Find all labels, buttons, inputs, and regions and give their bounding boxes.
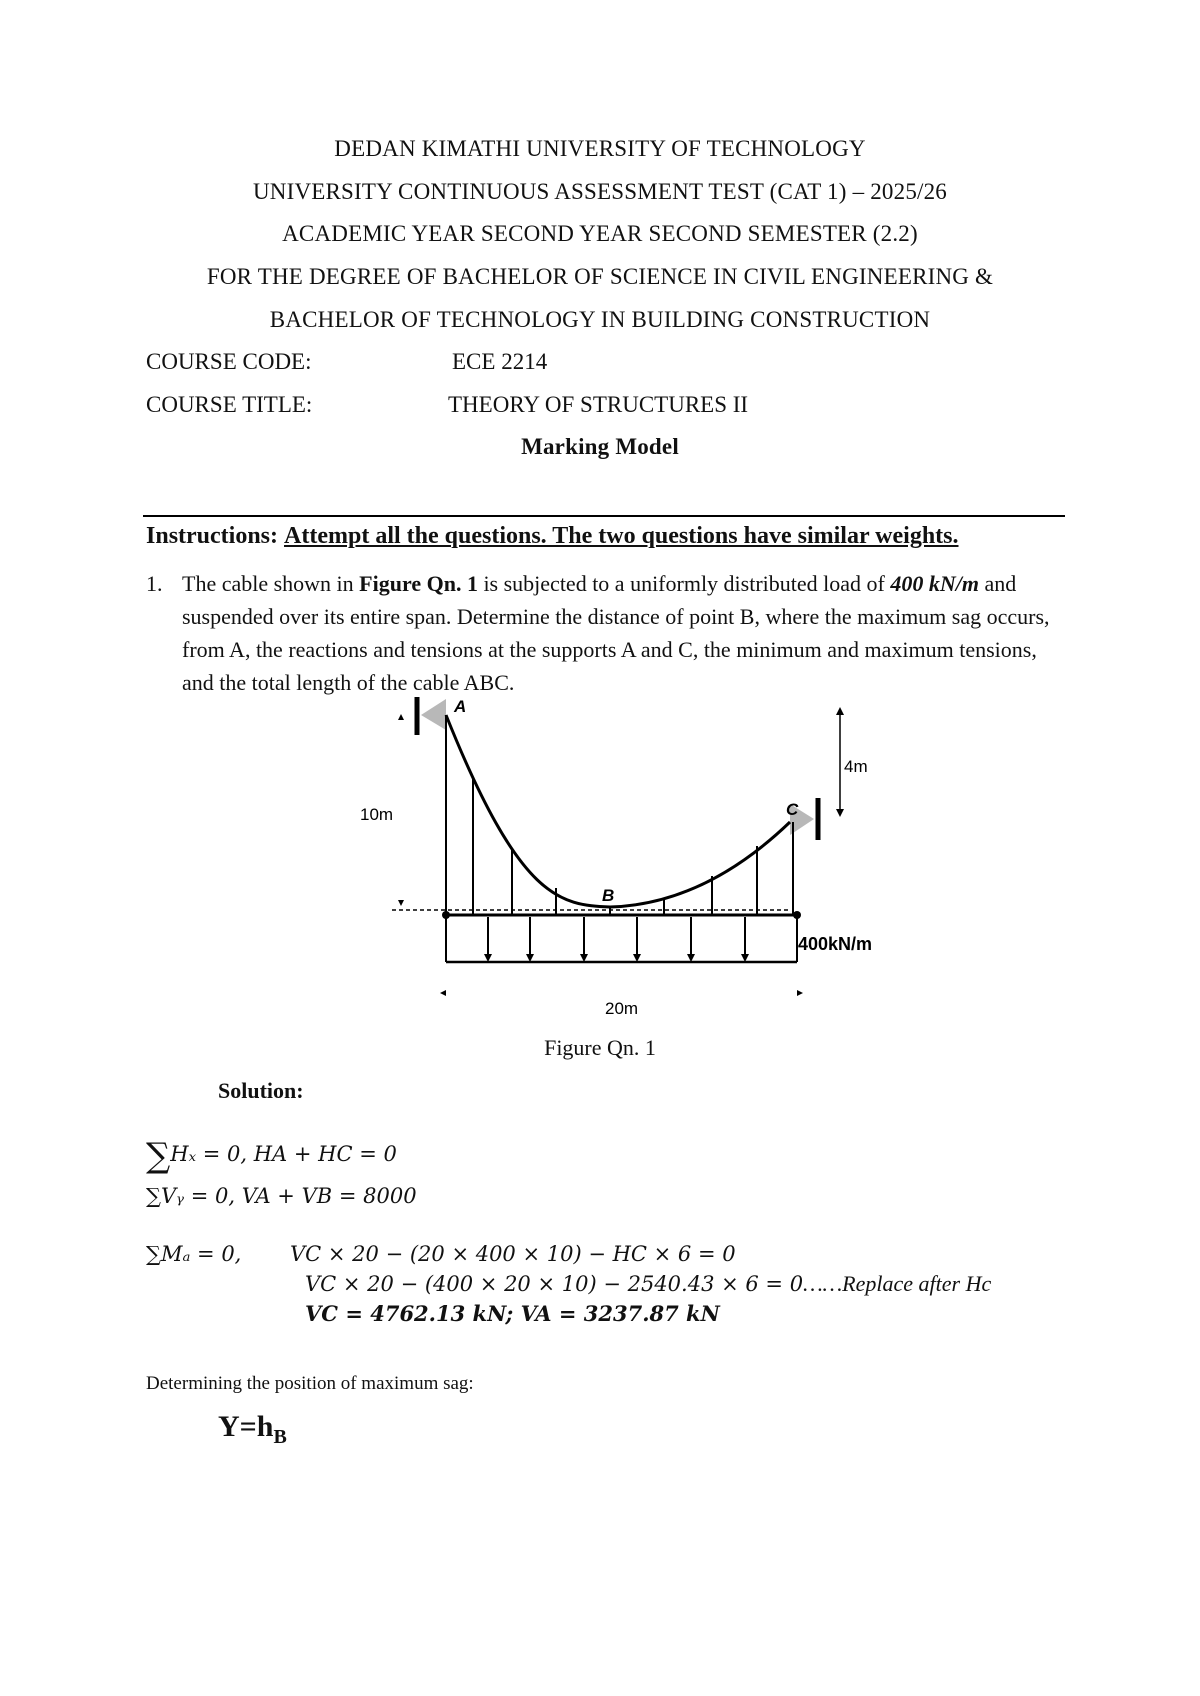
y-equation-text: Y=h <box>218 1410 274 1443</box>
course-title: THEORY OF STRUCTURES II <box>448 392 749 417</box>
test-title: UNIVERSITY CONTINUOUS ASSESSMENT TEST (CAT 1) – 2025/26 <box>252 179 948 204</box>
sum-symbol-icon: ∑ <box>146 1136 171 1176</box>
course-code: ECE 2214 <box>452 349 548 374</box>
dim-arrow-marker <box>398 900 404 906</box>
label-c: C <box>786 800 799 819</box>
y-equation <box>218 1410 287 1449</box>
question-number: 1. <box>146 571 163 596</box>
dim-left-label: 10m <box>360 805 394 824</box>
marking-model: Marking Model <box>521 434 679 459</box>
equation-1-text: Hₓ = 0, HA + HC = 0 <box>170 1142 397 1166</box>
load-value: 400 kN/m <box>890 571 979 596</box>
academic-year: ACADEMIC YEAR SECOND YEAR SECOND SEMESTER (2.2) <box>282 221 918 246</box>
equation-5: VC = 4762.13 kN; VA = 3237.87 kN <box>305 1301 720 1326</box>
dim-4m-arrowhead <box>836 809 844 817</box>
equation-3: VC × 20 − (20 × 400 × 10) − HC × 6 = 0 <box>290 1242 736 1266</box>
cable-curve <box>446 715 790 907</box>
equation-3-lhs: ∑Mₐ = 0, <box>146 1242 242 1266</box>
load-label: 400kN/m <box>798 934 873 954</box>
dim-arrow-marker <box>398 714 404 720</box>
course-title-label: COURSE TITLE: <box>146 392 313 417</box>
degree-line-2: BACHELOR OF TECHNOLOGY IN BUILDING CONSTRUCTION <box>269 307 931 332</box>
question-text-part: The cable shown in <box>182 571 360 596</box>
dim-arrow-marker <box>797 990 803 996</box>
figure-caption: Figure Qn. 1 <box>544 1035 656 1060</box>
sag-heading: Determining the position of maximum sag: <box>146 1373 474 1394</box>
question-text-part: is subjected to a uniformly distributed load of <box>477 571 891 596</box>
equation-4-note: ……Replace after Hc <box>803 1271 992 1296</box>
label-b: B <box>602 886 615 905</box>
dim-span-label: 20m <box>605 999 639 1018</box>
degree-line-1: FOR THE DEGREE OF BACHELOR OF SCIENCE IN CIVIL ENGINEERING & <box>206 264 994 289</box>
hangers <box>446 715 793 915</box>
equation-2: ∑Vᵧ = 0, VA + VB = 8000 <box>146 1184 417 1208</box>
question-text-part: and suspended over its entire span. Determine the distance of point B, where the maximum sag occurs, from A, the reactions and tensions at the supports A and C, the minimum and maximum tensions, and the total length of the cable ABC. <box>182 571 1050 695</box>
equation-4 <box>305 1271 991 1297</box>
equation-4-text: VC × 20 − (400 × 20 × 10) − 2540.43 × 6 = 0 <box>305 1272 804 1296</box>
support-a-triangle <box>421 699 446 730</box>
instructions-label: Instructions: <box>146 523 279 549</box>
figure-reference: Figure Qn. 1 <box>359 571 478 596</box>
dim-4m-arrowhead <box>836 707 844 715</box>
dim-right-label: 4m <box>844 757 868 776</box>
solution-title: Solution: <box>218 1078 304 1103</box>
equation-1 <box>146 1136 397 1176</box>
instructions-text: Attempt all the questions. The two questions have similar weights. <box>284 523 959 549</box>
label-a: A <box>454 697 467 716</box>
university-name: DEDAN KIMATHI UNIVERSITY OF TECHNOLOGY <box>334 136 866 161</box>
y-equation-subscript: B <box>273 1426 287 1448</box>
course-code-label: COURSE CODE: <box>146 349 312 374</box>
dim-arrow-marker <box>440 990 446 996</box>
udl-arrows <box>488 917 745 958</box>
